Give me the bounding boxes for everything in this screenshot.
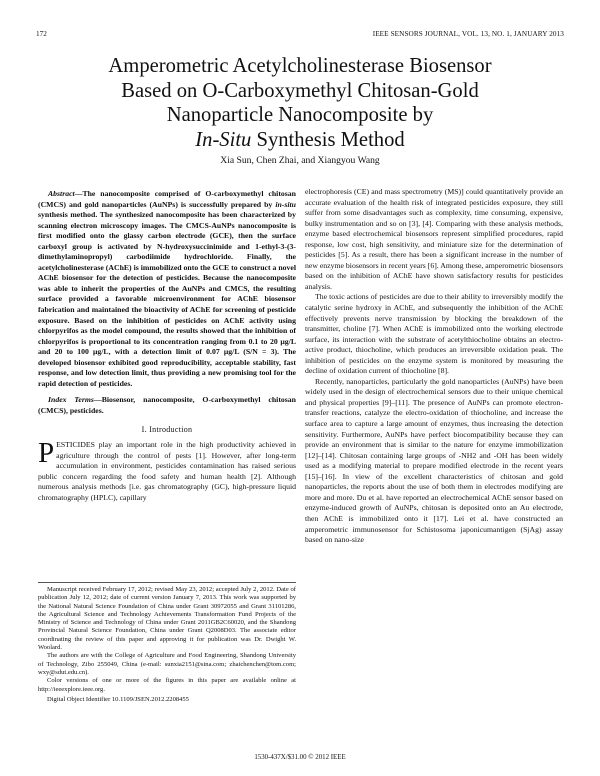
title-rest: Synthesis Method (251, 128, 405, 151)
left-column (38, 189, 296, 503)
footnote-paragraph: Manuscript received February 17, 2012; revised May 23, 2012; accepted July 2, 2012. Date of publication July 12, 2012; date of current version January 7, 2013. This work was supported by the National Natural Science Foundation of China under Grant 30972055 and Grant 31101286, the Agricultural Science and Technology Achievements Transformation Fund Projects of the Ministry of Science and Technology of China under Grant 2011GB2C60020, and the Shandong Provincial Natural Science Foundation, China under Grant Q2008D03. The associate editor coordinating the review of this paper and approving it for publication was Dr. Dwight W. Woolard. (38, 586, 296, 652)
title-line (40, 128, 560, 153)
title-italic: In-Situ (195, 128, 252, 151)
copyright-footer: 1530-437X/$31.00 © 2012 IEEE (254, 754, 346, 761)
title-line: Nanoparticle Nanocomposite by (166, 104, 434, 126)
title-line: Based on O-Carboxymethyl Chitosan-Gold (121, 79, 479, 102)
footnote (38, 582, 296, 704)
page-number: 172 (36, 30, 47, 38)
abstract-label: Abstract (48, 189, 75, 198)
right-column (305, 187, 563, 546)
running-header (36, 30, 564, 42)
footnote-paragraph: The authors are with the College of Agriculture and Food Engineering, Shandong University of Technology, Zibo 255049, China (e-mail: sunxia2151@sina.com; zhaichenchen@tom.com; wxy@sdut.edu.cn). (38, 652, 296, 676)
doi-line: Digital Object Identifier 10.1109/JSEN.2012.2208455 (47, 695, 189, 703)
body-paragraph: The toxic actions of pesticides are due to their ability to irreversibly modify the catalytic serine hydroxy in AChE, and subsequently the inhibition of the AChE effectively prevents nerve transmission by blocking the breakdown of the transmitter, choline [7]. When AChE is immobilized onto the working electrode surface, its interaction with the substrate of acetylthiocholine obtains an electro-active product, thiocholine, which produces an irreversible oxidation peak. The inhibition of pesticides on the enzyme system is monitored by measuring the decline of oxidation current of thiocholine [8]. (305, 292, 563, 376)
footnote-paragraph: Color versions of one or more of the figures in this paper are available online at http://ieeexplore.ieee.org. (38, 677, 296, 693)
drop-cap: P (38, 437, 55, 470)
section-heading: I. Introduction (141, 425, 193, 435)
paper-title (40, 54, 560, 152)
first-word: ESTICIDES (56, 440, 95, 450)
author-list: Xia Sun, Chen Zhai, and Xiangyou Wang (220, 155, 380, 166)
abstract: Abstract—The nanocomposite comprised of O-carboxymethyl chitosan (CMCS) and gold nanoparticles (AuNPs) is successfully prepared by in-situ synthesis method. The synthesized nanocomposite has been characterized by scanning electron microscopy images. The CMCS-AuNPs nanocomposite is first modified onto the glassy carbon electrode (GCE), then the surface carboxyl group is activated by N-hydroxysuccinimide and 1-ethyl-3-(3-dimethylaminopropyl) carbodiimide hydrochloride. Finally, the acetylcholinesterase (AChE) is immobilized onto the GCE to construct a novel AChE biosensor for the detection of pesticides. Because the nanocomposite was able to inherit the properties of the AuNPs and CMCS, the resulting surface provided a favorable microenvironment for AChE biosensor fabrication and maintained the bioactivity of AChE for screening of pesticide exposure. Based on the inhibition of pesticides on AChE activity using chlorpyrifos as the model compound, the results showed that the inhibition of chlorpyrifos is proportional to its concentration ranging from 0.1 to 20 μg/L and 20 to 100 μg/L, with a detection limit of 0.07 μg/L (S/N = 3). The developed biosensor exhibited good reproducibility, acceptable stability, fast response, and low detection limit, thus providing a new promising tool for the rapid detection of pesticides. (38, 189, 296, 388)
intro-paragraph: PESTICIDES play an important role in the high productivity achieved in agriculture through the control of pests [1]. However, after long-term accumulation in environment, pesticides contamination has raised serious public concern regarding the food safety and human health [2]. Although numerous analysis methods [i.e. gas chromatography (GC), high-pressure liquid chromatography (HPLC), capillary (38, 437, 296, 502)
title-line: Amperometric Acetylcholinesterase Biosensor (108, 55, 492, 77)
body-paragraph: Recently, nanoparticles, particularly the gold nanoparticles (AuNPs) have been widely used in the design of electrochemical sensors due to their unique chemical and physical properties [9]–[11]. The presence of AuNPs can promote electron-transfer reactions, catalyze the electro-oxidation of thiocholine, and increase the surface area to capture a large amount of enzymes, thus increasing the detection sensitivity. Furthermore, AuNPs have perfect biocompatibility because they can provide an environment that is similar to the nature for enzyme immobilization [12]–[14]. Chitosan containing large groups of -NH2 and -OH has been widely used as a modifying material to prepare modified electrode in the recent years [15]–[16]. In view of the excellent characteristics of chitosan and gold nanoparticles, the reports about the use of both them in electrodes modifying are more and more. Du et al. have reported an electrochemical AChE sensor based on enzyme-induced growth of AuNPs, chitosan is deposited onto an Au electrode, then AChE is immobilized onto it [17]. Lei et al. have constructed an amperometric immunosensor for Schistosoma japonicumantigen (SjAg) assay based on nano-size (305, 376, 563, 545)
journal-name: IEEE SENSORS JOURNAL, VOL. 13, NO. 1, JANUARY 2013 (372, 30, 564, 38)
index-terms: Index Terms—Biosensor, nanocomposite, O-carboxymethyl chitosan (CMCS), pesticides. (38, 395, 296, 415)
index-terms-label: Index Terms (48, 395, 94, 405)
body-paragraph: electrophoresis (CE) and mass spectrometry (MS)] could quantitatively provide an accurate evaluation of the health risk of integrated pesticides exposure, they still suffer from some disadvantages such as complexity, time consuming, expensive, bulky instrumentation and so on [3], [4]. Comparing with these analysis methods, enzyme based electrochemical biosensors represent simplified procedures, rapid response, low cost, high sensitivity, and miniature size for the determination of pesticides [5]. As a result, there has been a significant increase in the number of new enzyme biosensors in recent years [6]. Among these, amperometric biosensors based on the inhibition of AChE have shown satisfactory results for pesticides analysis. (305, 187, 563, 291)
